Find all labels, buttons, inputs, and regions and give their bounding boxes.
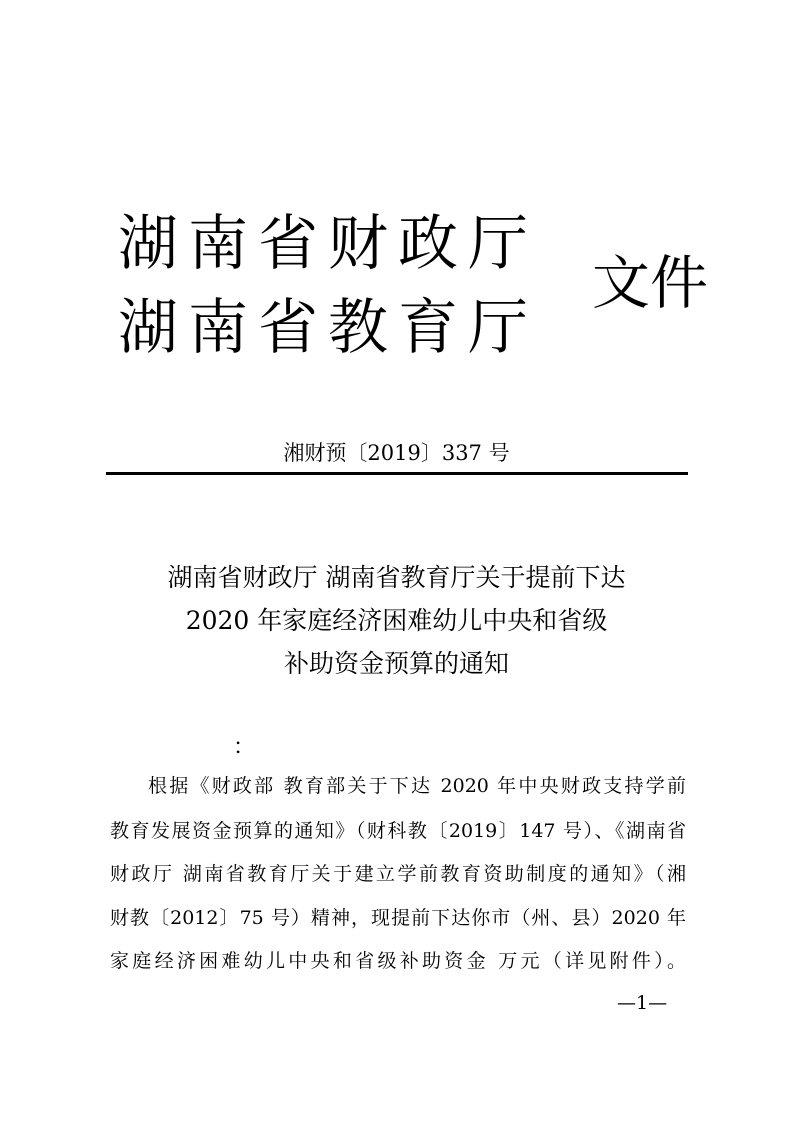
issuer-line-finance-dept: 湖南省财政厅	[118, 209, 538, 279]
salutation: ：	[233, 735, 256, 760]
title-line-3: 补助资金预算的通知	[283, 649, 509, 678]
body-line-4: 财教〔2012〕75 号）精神，现提前下达你市（州、县）2020 年	[110, 907, 686, 929]
document-number: 湘财预〔2019〕337 号	[283, 441, 510, 465]
issuer-line-education-dept: 湖南省教育厅	[118, 293, 538, 363]
document-suffix: 文件	[592, 249, 709, 317]
title-line-1: 湖南省财政厅 湖南省教育厅关于提前下达	[167, 563, 626, 592]
body-line-5: 家庭经济困难幼儿中央和省级补助资金 万元（详见附件）。	[110, 950, 686, 972]
body-line-3: 财政厅 湖南省教育厅关于建立学前教育资助制度的通知》（湘	[110, 863, 686, 885]
header-divider	[106, 472, 688, 475]
body-line-1: 根据《财政部 教育部关于下达 2020 年中央财政支持学前	[148, 775, 686, 797]
page-number: —1—	[617, 992, 668, 1014]
title-line-2: 2020 年家庭经济困难幼儿中央和省级	[185, 606, 608, 635]
body-line-2: 教育发展资金预算的通知》（财科教〔2019〕147 号）、《湖南省	[110, 820, 686, 842]
